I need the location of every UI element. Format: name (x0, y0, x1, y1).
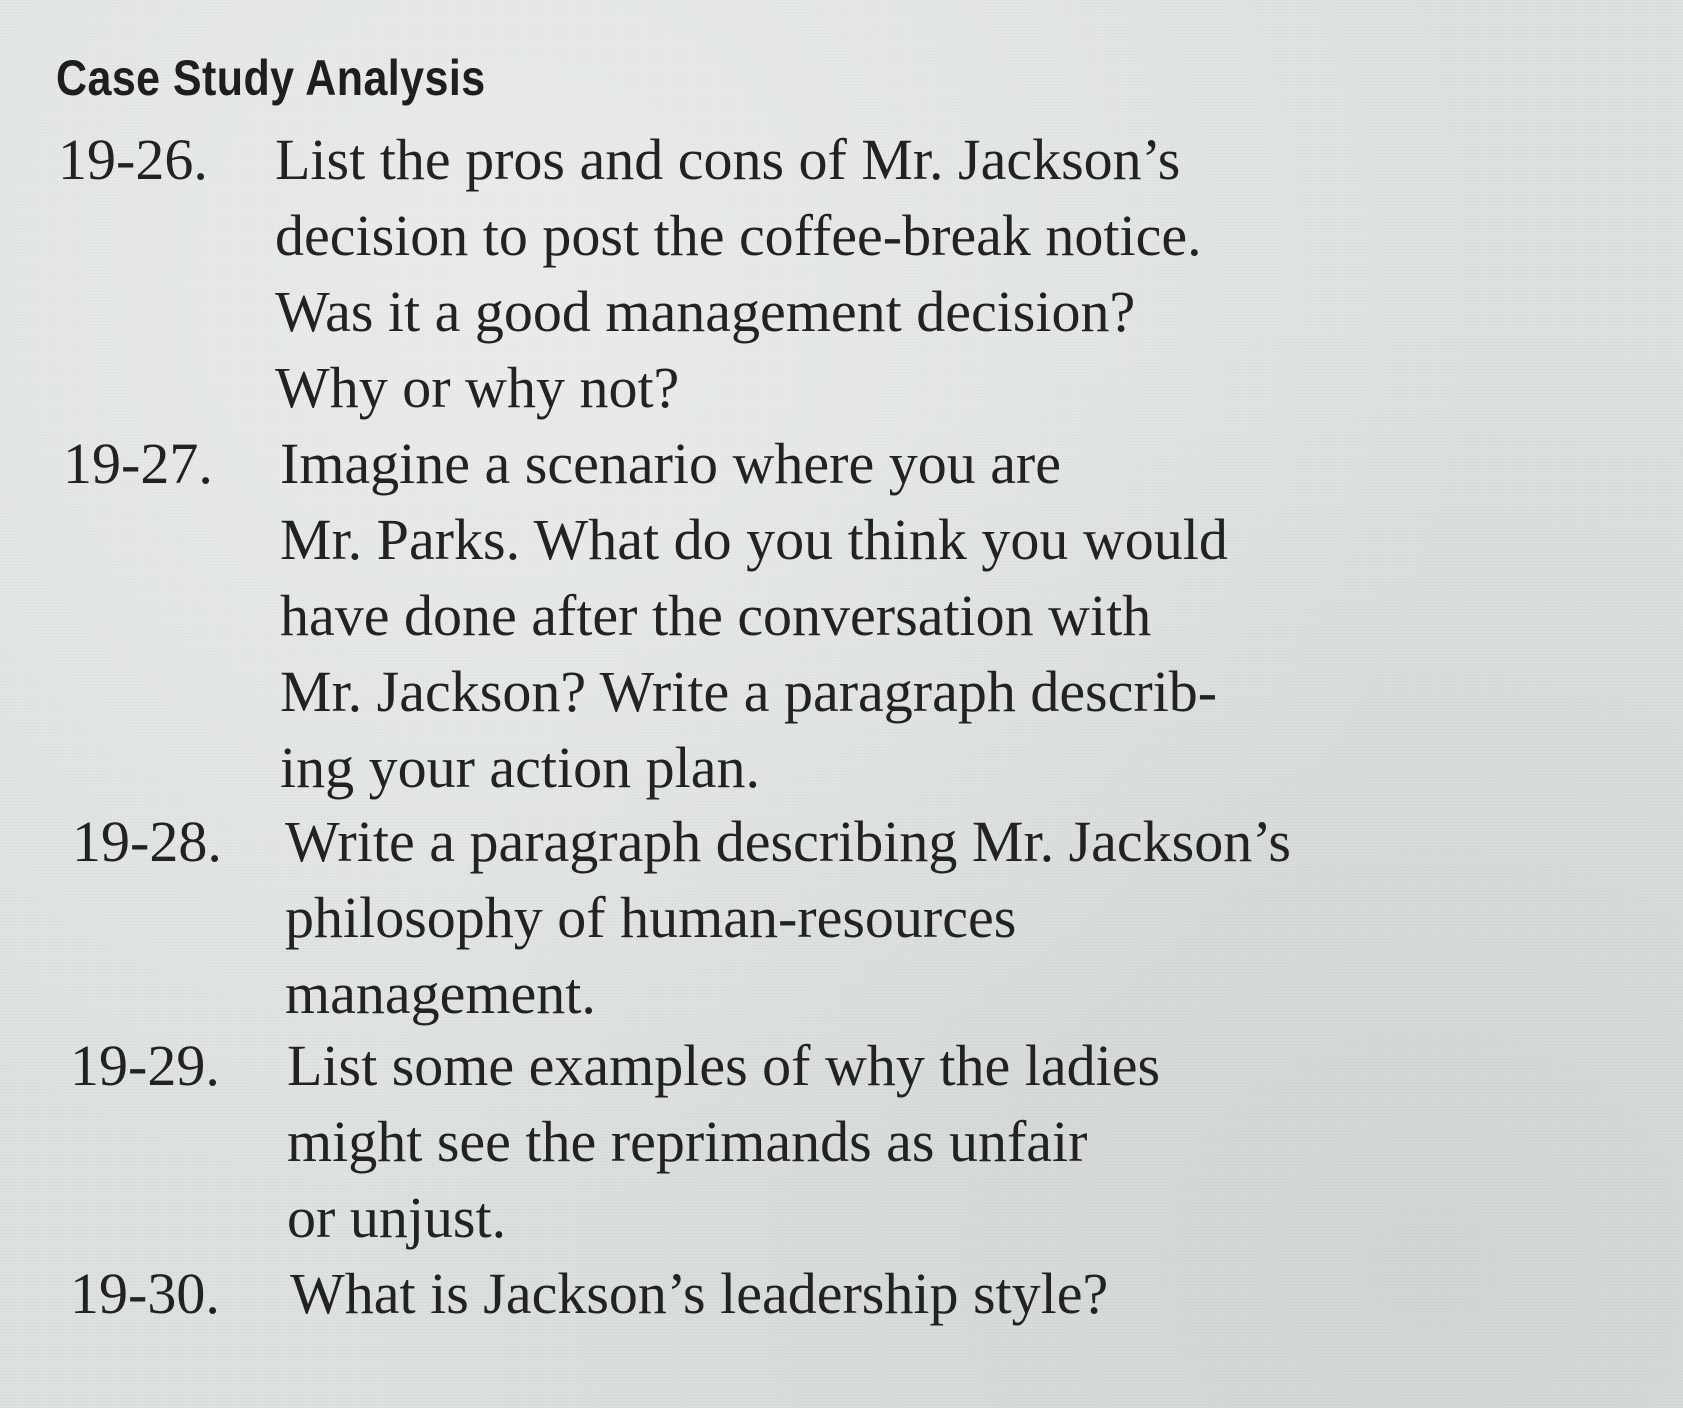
question-line: ing your action plan. (280, 735, 761, 800)
question-text (275, 122, 1202, 426)
question-text (287, 1028, 1160, 1256)
question-line: have done after the conversation with (280, 583, 1152, 648)
question-line: Write a paragraph describing Mr. Jackson’s (285, 809, 1291, 874)
question-line: Imagine a scenario where you are (280, 431, 1061, 496)
question-number: 19-27. (63, 431, 213, 496)
question-line: Mr. Jackson? Write a paragraph describ- (280, 659, 1218, 724)
question-line: might see the reprimands as unfair (287, 1109, 1088, 1174)
question-line: decision to post the coffee-break notice. (275, 203, 1202, 268)
question-line: or unjust. (287, 1185, 507, 1250)
question-line: List the pros and cons of Mr. Jackson’s (275, 127, 1181, 192)
question-line: management. (285, 961, 596, 1026)
question-text (280, 426, 1228, 806)
question-line: Mr. Parks. What do you think you would (280, 507, 1228, 572)
question-line: Why or why not? (275, 355, 680, 420)
question-number: 19-26. (58, 127, 208, 192)
question-line: Was it a good management decision? (275, 279, 1136, 344)
section-heading: Case Study Analysis (56, 50, 486, 106)
question-number: 19-30. (70, 1261, 220, 1326)
question-line: List some examples of why the ladies (287, 1033, 1161, 1098)
question-text (285, 804, 1291, 1032)
question-text (290, 1256, 1108, 1332)
question-line: philosophy of human-resources (285, 885, 1017, 950)
question-number: 19-29. (70, 1033, 220, 1098)
question-number: 19-28. (72, 809, 222, 874)
question-line: What is Jackson’s leadership style? (290, 1261, 1109, 1326)
